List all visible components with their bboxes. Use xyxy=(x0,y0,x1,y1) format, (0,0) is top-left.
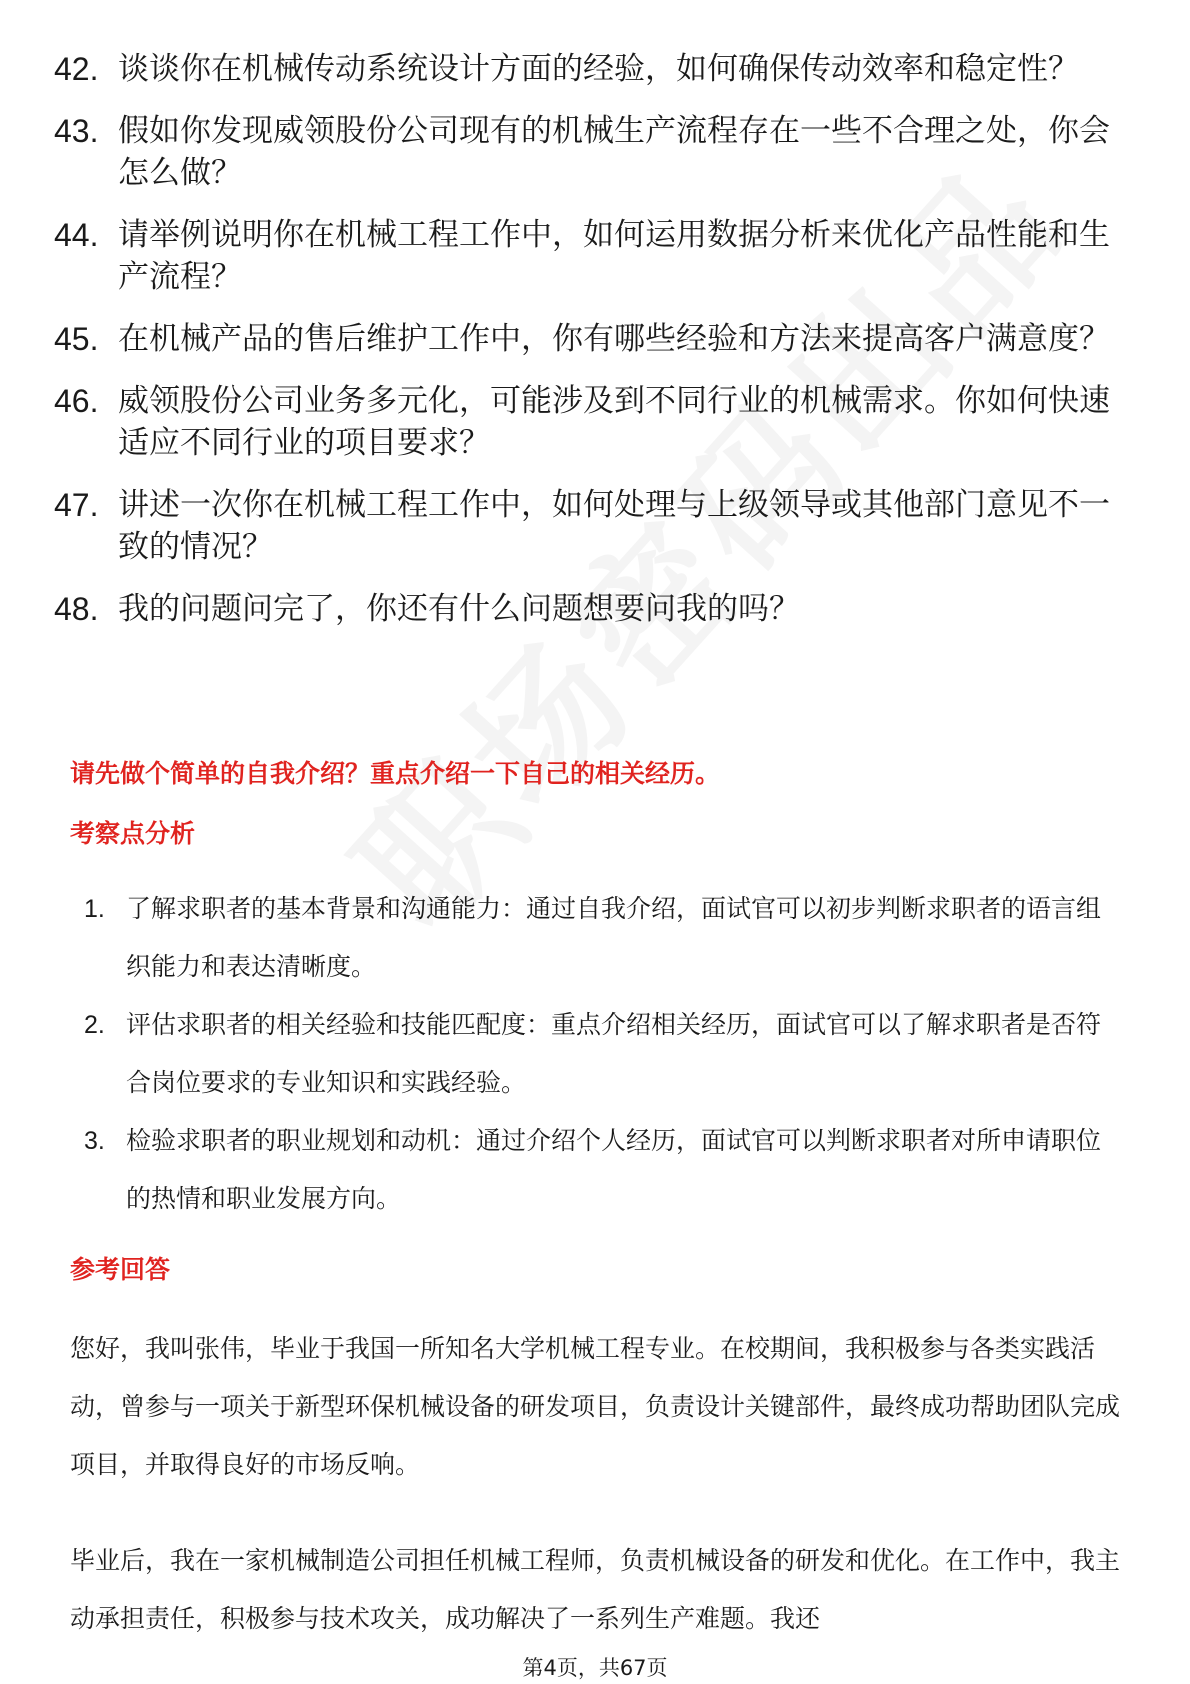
question-text: 谈谈你在机械传动系统设计方面的经验，如何确保传动效率和稳定性？ xyxy=(118,51,1079,87)
analysis-item xyxy=(84,1112,1124,1228)
analysis-text: 检验求职者的职业规划和动机：通过介绍个人经历，面试官可以判断求职者对所申请职位的热情和职业发展方向。 xyxy=(126,1126,1102,1213)
analysis-heading: 考察点分析 xyxy=(70,819,196,848)
question-item xyxy=(54,380,1124,464)
analysis-item xyxy=(84,996,1124,1112)
question-text: 我的问题问完了，你还有什么问题想要问我的吗？ xyxy=(118,591,800,627)
question-text: 威领股份公司业务多元化，可能涉及到不同行业的机械需求。你如何快速适应不同行业的项目要求？ xyxy=(118,383,1110,461)
page-footer: 第4页，共67页 xyxy=(522,1656,668,1680)
analysis-text: 评估求职者的相关经验和技能匹配度：重点介绍相关经历，面试官可以了解求职者是否符合岗位要求的专业知识和实践经验。 xyxy=(126,1010,1102,1097)
question-number: 45. xyxy=(54,321,99,357)
analysis-number: 3. xyxy=(84,1127,105,1155)
question-text: 请举例说明你在机械工程工作中，如何运用数据分析来优化产品性能和生产流程？ xyxy=(118,217,1110,295)
question-number: 48. xyxy=(54,591,99,627)
question-text: 在机械产品的售后维护工作中，你有哪些经验和方法来提高客户满意度？ xyxy=(118,321,1110,357)
answer-paragraph: 毕业后，我在一家机械制造公司担任机械工程师，负责机械设备的研发和优化。在工作中，我主动承担责任，积极参与技术攻关，成功解决了一系列生产难题。我还 xyxy=(70,1546,1121,1633)
question-item xyxy=(54,318,1124,360)
question-number: 46. xyxy=(54,383,99,419)
question-text: 假如你发现威领股份公司现有的机械生产流程存在一些不合理之处，你会怎么做？ xyxy=(118,113,1110,191)
question-item xyxy=(54,484,1124,568)
analysis-list xyxy=(84,880,1124,1228)
question-item xyxy=(54,110,1124,194)
analysis-item xyxy=(84,880,1124,996)
question-number: 42. xyxy=(54,51,99,87)
question-text: 讲述一次你在机械工程工作中，如何处理与上级领导或其他部门意见不一致的情况？ xyxy=(118,487,1110,565)
question-item xyxy=(54,214,1124,298)
question-number: 44. xyxy=(54,217,99,253)
analysis-number: 1. xyxy=(84,895,105,923)
question-number: 43. xyxy=(54,113,99,149)
answer-heading: 参考回答 xyxy=(70,1255,171,1284)
question-item xyxy=(54,588,1124,630)
analysis-number: 2. xyxy=(84,1011,105,1039)
analysis-text: 了解求职者的基本背景和沟通能力：通过自我介绍，面试官可以初步判断求职者的语言组织能力和表达清晰度。 xyxy=(126,894,1102,981)
question-item xyxy=(54,48,1124,90)
section-title: 请先做个简单的自我介绍？重点介绍一下自己的相关经历。 xyxy=(70,759,721,788)
question-list xyxy=(54,48,1124,650)
question-number: 47. xyxy=(54,487,99,523)
answer-paragraph: 您好，我叫张伟，毕业于我国一所知名大学机械工程专业。在校期间，我积极参与各类实践活动，曾参与一项关于新型环保机械设备的研发项目，负责设计关键部件，最终成功帮助团队完成项目，并取得良好的市场反响。 xyxy=(70,1334,1121,1479)
